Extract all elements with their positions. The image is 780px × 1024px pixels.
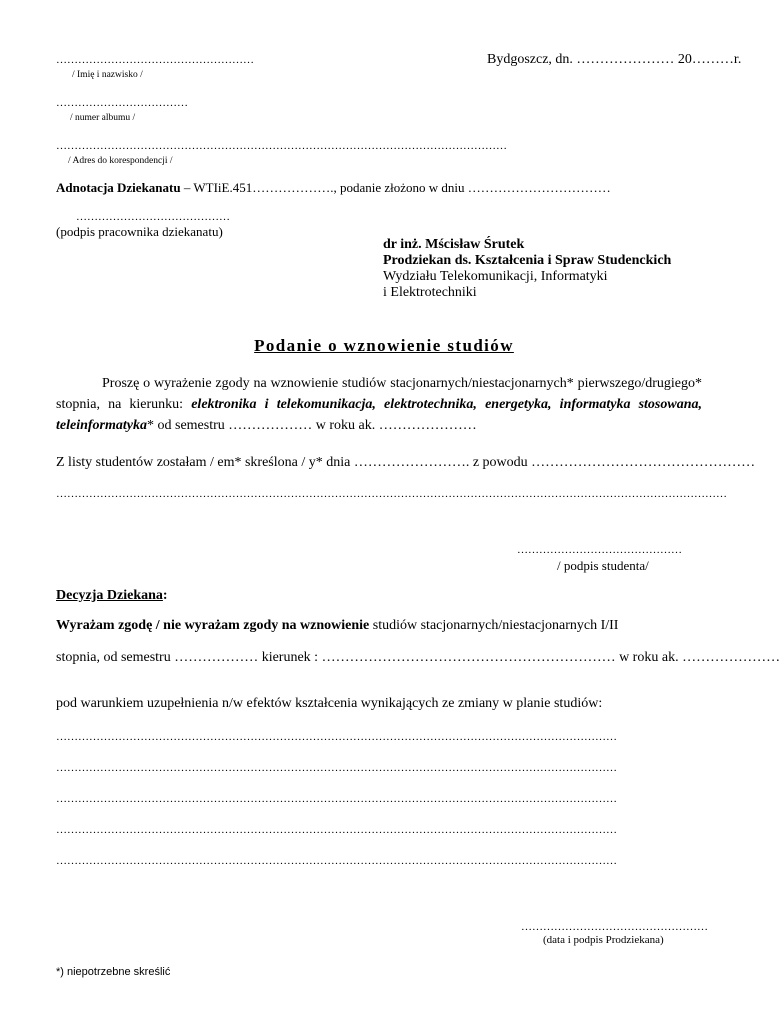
name-field-dots: ………………………………………………: [56, 54, 254, 66]
addressee-faculty-line1: Wydziału Telekomunikacji, Informatyki: [383, 269, 608, 284]
removal-reason-dots: …………………………………………………………………………………………………………………………………………………………………: [56, 488, 727, 500]
office-signature-caption: (podpis pracownika dziekanatu): [56, 224, 223, 239]
dean-signature-dots: ……………………………………………: [521, 921, 708, 933]
request-text-part1: Proszę o wyrażenie zgody na wznowienie studiów stacjonarnych/niestacjonarnych* pierwszego/drugiego* stopnia, na kierunku:: [56, 376, 702, 412]
document-title: Podanie o wznowienie studiów: [254, 336, 514, 355]
annotation-label: Adnotacja Dziekanatu: [56, 180, 181, 195]
student-signature-dots: ………………………………………: [517, 544, 682, 556]
address-field-dots: ……………………………………………………………………………………………………………: [56, 140, 507, 152]
request-paragraph: [56, 373, 702, 436]
decision-study-mode: studiów stacjonarnych/niestacjonarnych I/II: [369, 618, 619, 633]
dean-signature-caption: (data i podpis Prodziekana): [543, 934, 664, 946]
album-field-dots: ………………………………: [56, 97, 188, 109]
decision-heading-text: Decyzja Dziekana: [56, 588, 163, 603]
request-text-part2: * od semestru ……………… w roku ak. …………………: [147, 418, 477, 433]
annotation-text: – WTIiE.451………………., podanie złożono w dniu ……………………………: [180, 180, 611, 195]
effects-dot-line-1: ………………………………………………………………………………………………………………………………………: [56, 731, 617, 743]
office-signature-dots: ……………………………………: [76, 211, 230, 223]
effects-dot-line-3: ………………………………………………………………………………………………………………………………………: [56, 793, 617, 805]
effects-dot-line-4: ………………………………………………………………………………………………………………………………………: [56, 824, 617, 836]
addressee-position: Prodziekan ds. Kształcenia i Spraw Studenckich: [383, 253, 672, 268]
dean-office-annotation: [56, 180, 611, 196]
student-signature-caption: / podpis studenta/: [557, 558, 649, 573]
footnote: *) niepotrzebne skreślić: [56, 966, 171, 978]
decision-heading: [56, 588, 168, 604]
decision-heading-colon: :: [162, 588, 168, 603]
effects-dot-line-5: ………………………………………………………………………………………………………………………………………: [56, 855, 617, 867]
decision-line2: stopnia, od semestru ……………… kierunek : ……………………………………………………… w roku ak. …………………: [56, 650, 780, 665]
addressee-faculty-line2: i Elektrotechniki: [383, 285, 477, 300]
study-fields: elektronika i telekomunikacja, elektrotechnika, energetyka, informatyka stosowana, teleinformatyka: [56, 397, 702, 433]
decision-line1: [56, 618, 618, 634]
removal-line: Z listy studentów zostałam / em* skreślona / y* dnia ……………………. z powodu …………………………………………: [56, 455, 756, 470]
addressee-name: dr inż. Mścisław Śrutek: [383, 237, 525, 252]
name-caption: / Imię i nazwisko /: [72, 70, 143, 80]
album-caption: / numer albumu /: [70, 113, 136, 123]
effects-dot-line-2: ………………………………………………………………………………………………………………………………………: [56, 762, 617, 774]
decision-consent: Wyrażam zgodę / nie wyrażam zgody na wznowienie: [56, 618, 370, 633]
decision-condition: pod warunkiem uzupełnienia n/w efektów kształcenia wynikających ze zmiany w planie studiów:: [56, 696, 603, 711]
city-date: Bydgoszcz, dn. ………………… 20………r.: [487, 52, 742, 67]
address-caption: / Adres do korespondencji /: [68, 156, 173, 166]
